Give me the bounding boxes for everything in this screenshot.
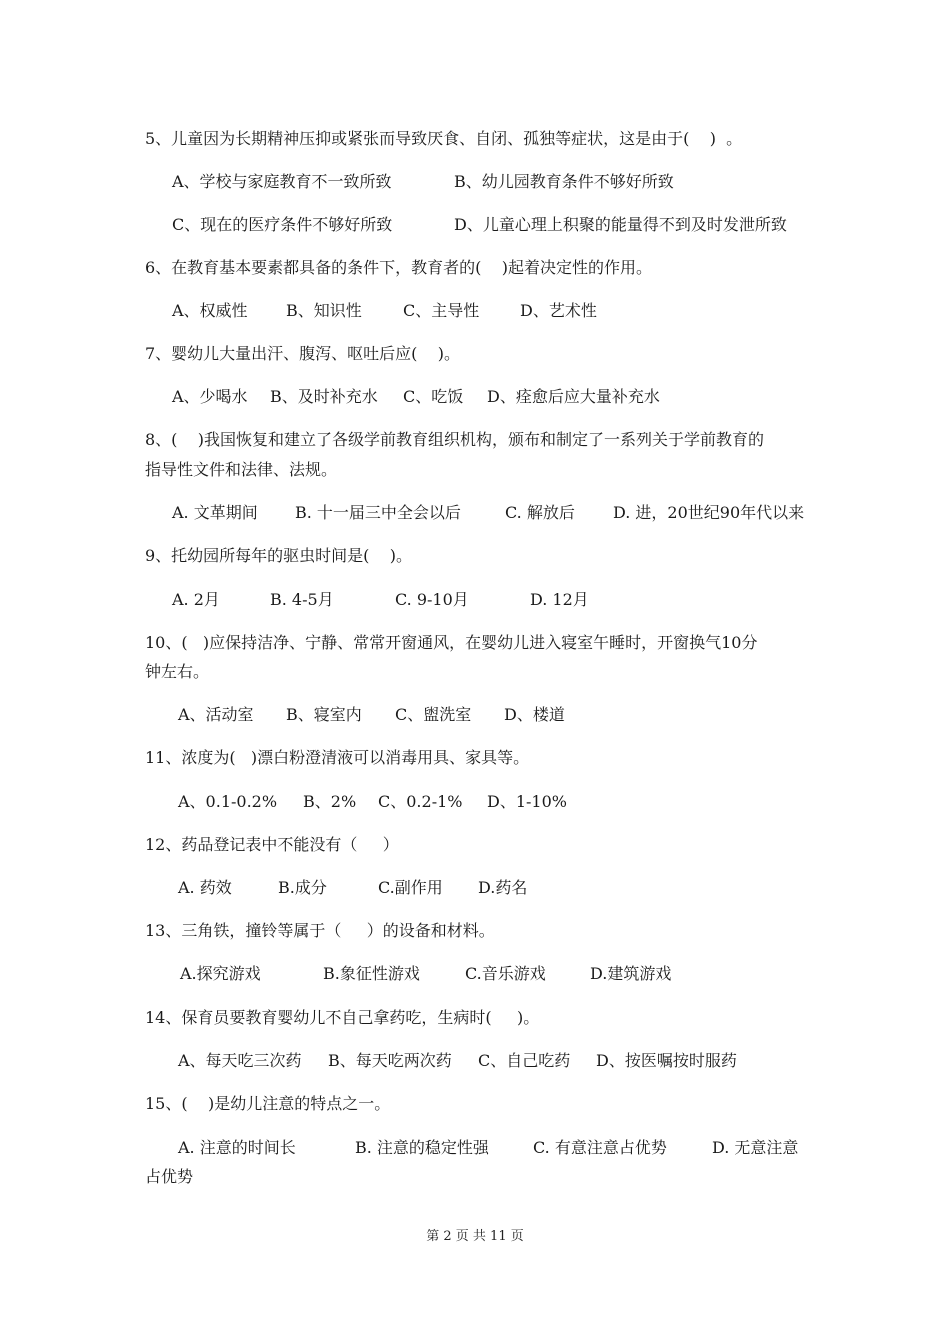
question-11-options xyxy=(0,791,950,813)
question-5-options-row-2 xyxy=(0,214,950,236)
option-b: B、及时补充水 xyxy=(270,387,378,406)
option-b: B.成分 xyxy=(278,878,327,897)
question-8-text-line-2: 指导性文件和法律、法规。 xyxy=(145,460,338,479)
option-c: C、吃饭 xyxy=(403,387,464,406)
question-9-options xyxy=(0,589,950,611)
option-a: A. 2月 xyxy=(172,590,220,609)
option-c: C、自己吃药 xyxy=(478,1051,571,1070)
question-12-text: 12、药品登记表中不能没有（ ） xyxy=(145,835,399,854)
question-15-option-d-continuation: 占优势 xyxy=(145,1167,194,1186)
option-b: B.象征性游戏 xyxy=(323,964,420,983)
option-c: C. 解放后 xyxy=(505,503,575,522)
question-14-options xyxy=(0,1050,950,1072)
option-a: A. 注意的时间长 xyxy=(178,1138,296,1157)
question-5-text: 5、儿童因为长期精神压抑或紧张而导致厌食、自闭、孤独等症状，这是由于( ) 。 xyxy=(145,129,743,148)
option-d: D. 12月 xyxy=(530,590,589,609)
option-b: B. 注意的稳定性强 xyxy=(355,1138,489,1157)
question-14-text: 14、保育员要教育婴幼儿不自己拿药吃，生病时( )。 xyxy=(145,1008,540,1027)
option-d: D、楼道 xyxy=(504,705,565,724)
option-b: B、2% xyxy=(303,792,357,811)
question-6-options xyxy=(0,300,950,322)
option-d: D、按医嘱按时服药 xyxy=(596,1051,737,1070)
question-10-text-line-1: 10、( )应保持洁净、宁静、常常开窗通风，在婴幼儿进入寝室午睡时，开窗换气10分 xyxy=(145,633,758,652)
option-d: D.建筑游戏 xyxy=(590,964,672,983)
option-b: B. 十一届三中全会以后 xyxy=(295,503,461,522)
question-11-text: 11、浓度为( )漂白粉澄清液可以消毒用具、家具等。 xyxy=(145,748,530,767)
option-c: C.副作用 xyxy=(378,878,443,897)
option-a: A.探究游戏 xyxy=(180,964,261,983)
question-13-text: 13、三角铁，撞铃等属于（ ）的设备和材料。 xyxy=(145,921,495,940)
question-7-text: 7、婴幼儿大量出汗、腹泻、呕吐后应( )。 xyxy=(145,344,461,363)
question-13-options xyxy=(0,963,950,985)
option-c: C、主导性 xyxy=(403,301,480,320)
question-8-text-line-1: 8、( )我国恢复和建立了各级学前教育组织机构，颁布和制定了一系列关于学前教育的 xyxy=(145,430,765,449)
question-15-text: 15、( )是幼儿注意的特点之一。 xyxy=(145,1094,391,1113)
question-5-options-row-1 xyxy=(0,171,950,193)
option-b: B、每天吃两次药 xyxy=(328,1051,452,1070)
option-a: A、少喝水 xyxy=(172,387,248,406)
option-d: D. 进，20世纪90年代以来 xyxy=(613,503,805,522)
option-c: C、0.2-1% xyxy=(378,792,463,811)
option-a: A. 文革期间 xyxy=(172,503,258,522)
question-15-options xyxy=(0,1137,950,1159)
question-6-text: 6、在教育基本要素都具备的条件下，教育者的( )起着决定性的作用。 xyxy=(145,258,653,277)
option-b: B、知识性 xyxy=(286,301,362,320)
question-10-text-line-2: 钟左右。 xyxy=(145,662,210,681)
option-b: B、寝室内 xyxy=(286,705,362,724)
option-a: A、每天吃三次药 xyxy=(178,1051,302,1070)
option-d: D、痊愈后应大量补充水 xyxy=(487,387,660,406)
option-c: C、盥洗室 xyxy=(395,705,472,724)
option-d: D.药名 xyxy=(478,878,528,897)
question-10-options xyxy=(0,704,950,726)
option-a: A、权威性 xyxy=(172,301,248,320)
question-9-text: 9、托幼园所每年的驱虫时间是( )。 xyxy=(145,546,413,565)
option-c: C.音乐游戏 xyxy=(465,964,546,983)
option-d: D. 无意注意 xyxy=(712,1138,799,1157)
option-a: A. 药效 xyxy=(178,878,232,897)
option-c: C、现在的医疗条件不够好所致 xyxy=(172,215,393,234)
option-d: D、艺术性 xyxy=(520,301,597,320)
option-d: D、儿童心理上积聚的能量得不到及时发泄所致 xyxy=(454,215,787,234)
option-b: B. 4-5月 xyxy=(270,590,334,609)
question-7-options xyxy=(0,386,950,408)
option-a: A、0.1-0.2% xyxy=(178,792,278,811)
option-b: B、幼儿园教育条件不够好所致 xyxy=(454,172,674,191)
option-a: A、学校与家庭教育不一致所致 xyxy=(172,172,392,191)
question-8-options xyxy=(0,502,950,524)
option-c: C. 9-10月 xyxy=(395,590,469,609)
option-a: A、活动室 xyxy=(178,705,254,724)
page-number: 第 2 页 共 11 页 xyxy=(426,1229,524,1244)
question-12-options xyxy=(0,877,950,899)
option-d: D、1-10% xyxy=(487,792,567,811)
option-c: C. 有意注意占优势 xyxy=(533,1138,667,1157)
